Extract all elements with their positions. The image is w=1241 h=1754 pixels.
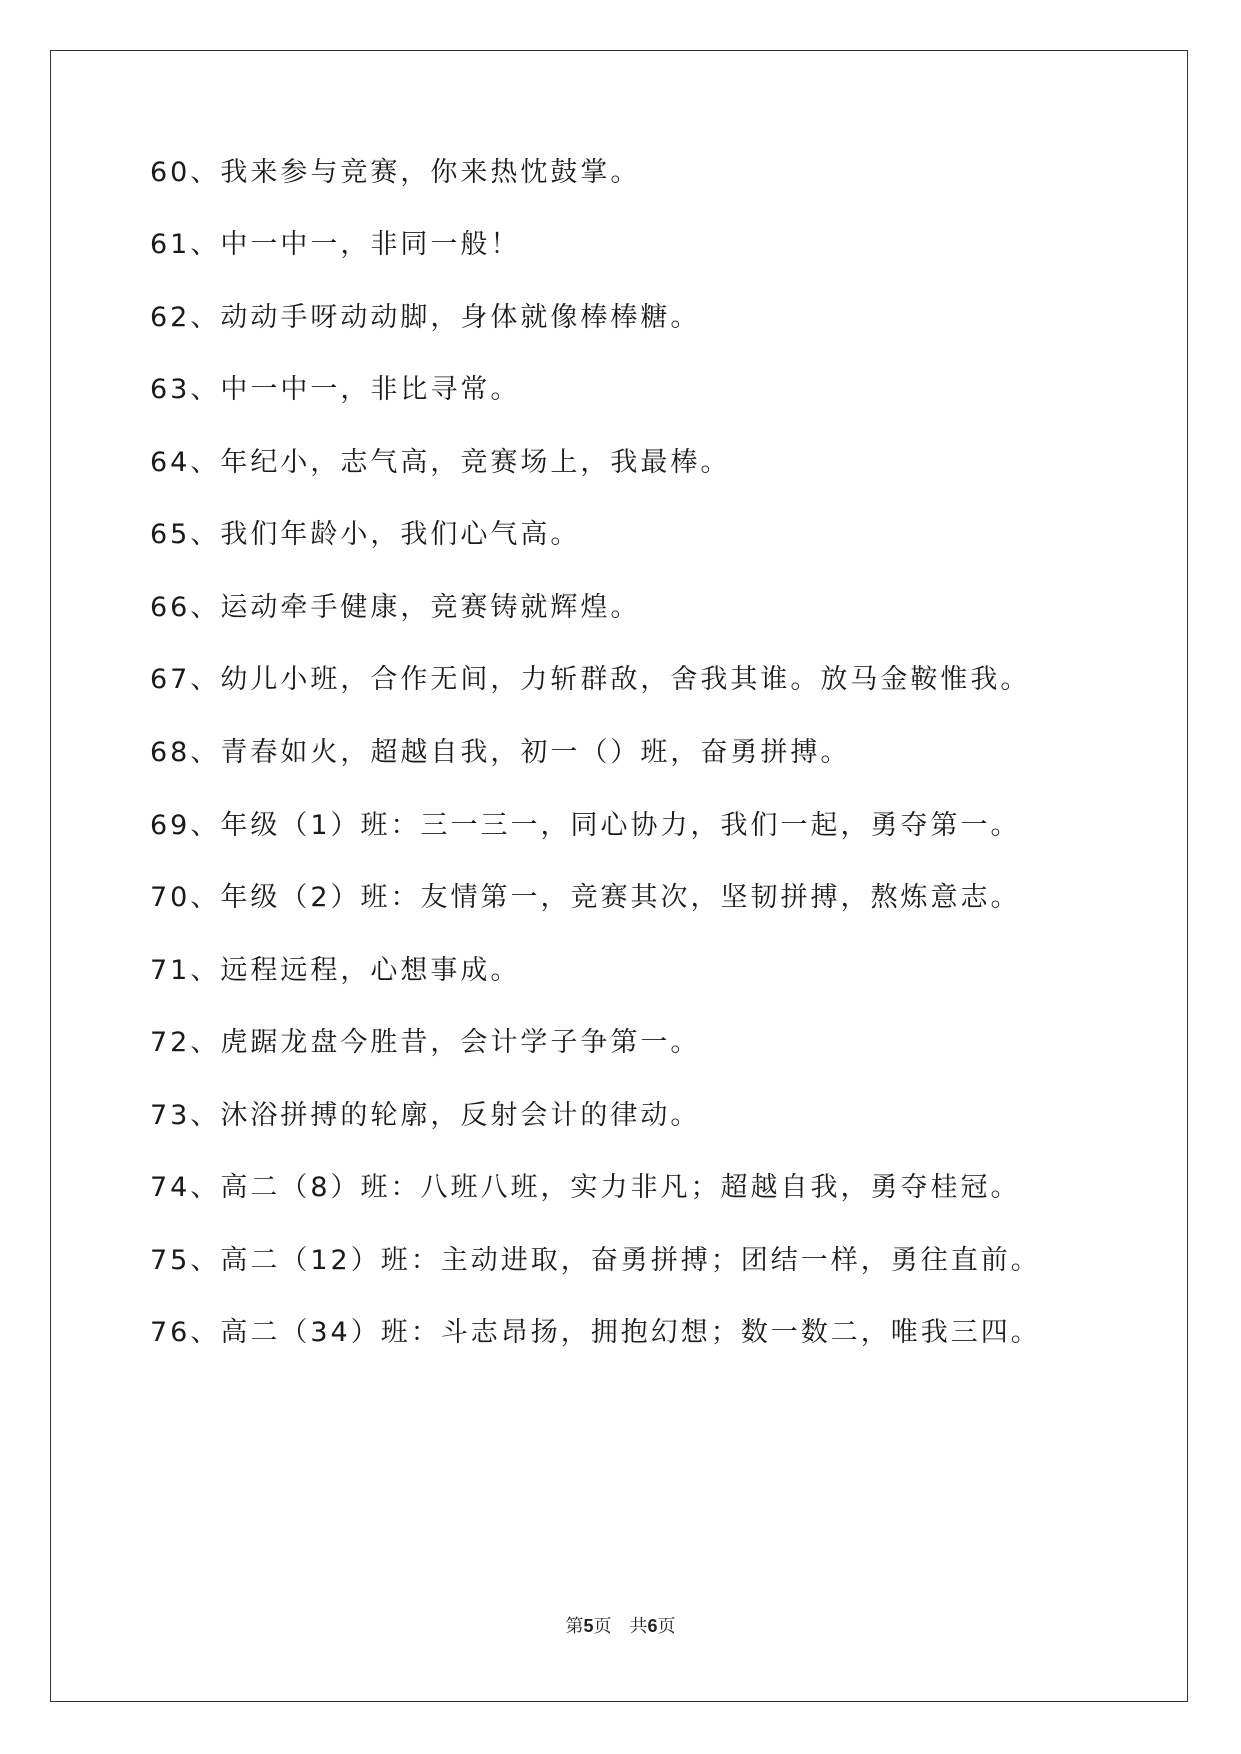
page-label-suffix: 页 <box>593 1616 612 1637</box>
slogan-line-61: 61、中一中一，非同一般！ <box>150 229 521 260</box>
slogan-line-66: 66、运动牵手健康，竞赛铸就辉煌。 <box>150 592 641 623</box>
slogan-line-68: 68、青春如火，超越自我，初一（）班，奋勇拼搏。 <box>150 737 851 768</box>
page-border <box>50 50 1188 1702</box>
slogan-line-63: 63、中一中一，非比寻常。 <box>150 374 521 405</box>
total-label-prefix: 共 <box>629 1616 648 1637</box>
slogan-line-62: 62、动动手呀动动脚，身体就像棒棒糖。 <box>150 302 701 333</box>
page-label-prefix: 第 <box>565 1616 584 1637</box>
slogan-line-74: 74、高二（8）班：八班八班，实力非凡；超越自我，勇夺桂冠。 <box>150 1172 1021 1203</box>
slogan-line-65: 65、我们年龄小，我们心气高。 <box>150 519 581 550</box>
slogan-line-76: 76、高二（34）班：斗志昂扬，拥抱幻想；数一数二，唯我三四。 <box>150 1317 1041 1348</box>
total-page-number: 6 <box>647 1616 658 1636</box>
total-label-suffix: 页 <box>657 1616 676 1637</box>
slogan-line-73: 73、沐浴拼搏的轮廓，反射会计的律动。 <box>150 1100 701 1131</box>
current-page-number: 5 <box>583 1616 594 1636</box>
slogan-line-64: 64、年纪小，志气高，竞赛场上，我最棒。 <box>150 447 731 478</box>
page-footer <box>0 1614 1241 1639</box>
slogan-line-71: 71、远程远程，心想事成。 <box>150 955 521 986</box>
slogan-line-60: 60、我来参与竞赛，你来热忱鼓掌。 <box>150 157 641 188</box>
slogan-line-67: 67、幼儿小班，合作无间，力斩群敌，舍我其谁。放马金鞍惟我。 <box>150 664 1031 695</box>
slogan-line-70: 70、年级（2）班：友情第一，竞赛其次，坚韧拼搏，熬炼意志。 <box>150 882 1021 913</box>
slogan-line-69: 69、年级（1）班：三一三一，同心协力，我们一起，勇夺第一。 <box>150 810 1021 841</box>
slogan-line-72: 72、虎踞龙盘今胜昔，会计学子争第一。 <box>150 1027 701 1058</box>
slogan-line-75: 75、高二（12）班：主动进取，奋勇拼搏；团结一样，勇往直前。 <box>150 1245 1041 1276</box>
